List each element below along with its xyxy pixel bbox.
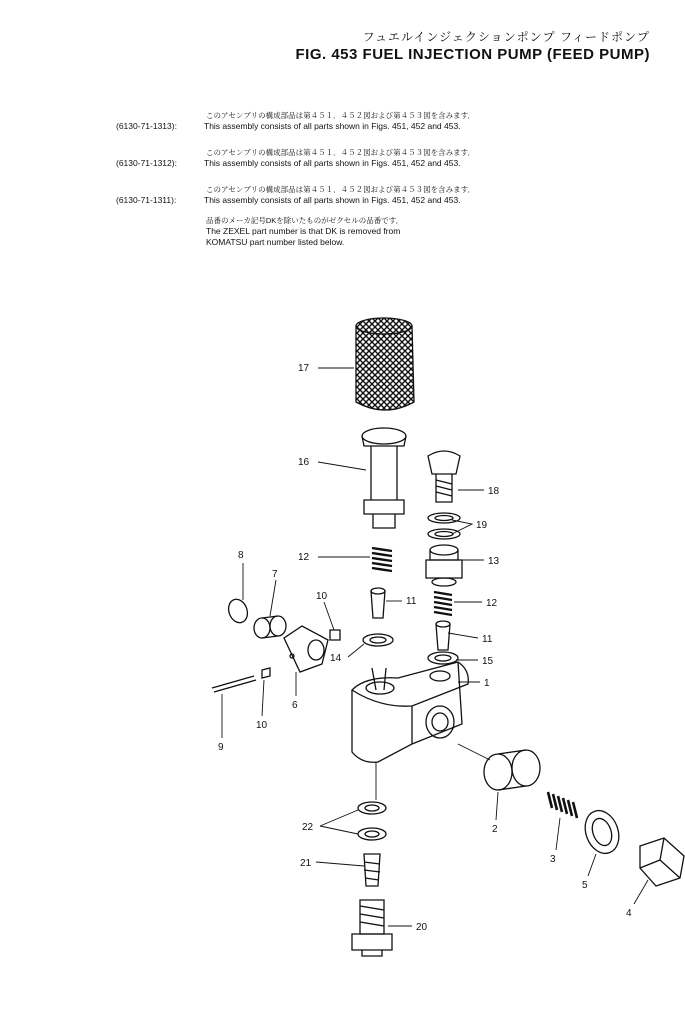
callout-9: 9 (218, 742, 224, 753)
callout-18: 18 (488, 486, 500, 497)
callout-14: 14 (330, 653, 342, 664)
leader-lines (222, 368, 648, 926)
callout-20: 20 (416, 922, 428, 933)
callout-2: 2 (492, 824, 498, 835)
part-code: (6130-71-1313): (116, 121, 177, 131)
callout-15: 15 (482, 656, 494, 667)
callout-3: 3 (550, 854, 556, 865)
part-tappet (284, 626, 328, 672)
callout-21: 21 (300, 858, 312, 869)
callout-labels (218, 363, 632, 933)
callout-12-right: 12 (486, 598, 498, 609)
part-code: (6130-71-1312): (116, 158, 177, 168)
figure-title-japanese: フュエルインジェクションポンプ フィードポンプ (362, 30, 650, 44)
part-spring-3 (548, 792, 577, 818)
part-gasket-5 (579, 806, 624, 858)
part-bolt (428, 451, 460, 502)
zexel-note-line-2: KOMATSU part number listed below. (206, 237, 345, 247)
note-text: This assembly consists of all parts shown in Figs. 451, 452 and 453. (204, 195, 461, 205)
callout-16: 16 (298, 457, 310, 468)
callout-22: 22 (302, 822, 314, 833)
part-insert (364, 854, 380, 886)
callout-1: 1 (484, 678, 490, 689)
part-spring-upper (372, 548, 392, 571)
part-gaskets-22 (358, 802, 386, 840)
callout-10-lower: 10 (256, 720, 268, 731)
callout-17: 17 (298, 363, 310, 374)
part-plunger (362, 428, 406, 528)
callout-11-right: 11 (482, 634, 493, 645)
callout-8: 8 (238, 550, 244, 561)
part-gasket-15 (428, 652, 458, 664)
callout-6: 6 (292, 700, 298, 711)
callout-10-upper: 10 (316, 591, 328, 602)
zexel-note-line-1: The ZEXEL part number is that DK is removed from (206, 226, 401, 236)
part-pin-upper (330, 630, 340, 640)
part-connector (426, 545, 462, 586)
part-shaft-pin (212, 676, 256, 692)
part-gaskets (428, 513, 460, 539)
note-text: This assembly consists of all parts shown in Figs. 451, 452 and 453. (204, 121, 461, 131)
callout-12-upper: 12 (298, 552, 310, 563)
zexel-note-japanese: 品番のメーカ記号DKを除いたものがゼクセルの品番です． (206, 216, 404, 225)
note-japanese: このアセンブリの構成部品は第４５１．４５２図および第４５３図を含みます． (206, 185, 476, 194)
part-hollow-bolt (352, 900, 392, 956)
figure-title: FIG. 453 FUEL INJECTION PUMP (FEED PUMP) (295, 46, 650, 63)
part-valve-upper (371, 588, 385, 618)
part-sleeve (484, 750, 540, 790)
part-housing (352, 662, 468, 762)
part-snap-ring (225, 597, 250, 626)
callout-13: 13 (488, 556, 500, 567)
part-pin-lower (262, 668, 270, 678)
part-roller (254, 616, 286, 638)
callout-4: 4 (626, 908, 632, 919)
part-valve-right (436, 621, 450, 650)
callout-11-upper: 11 (406, 596, 417, 607)
callout-5: 5 (582, 880, 588, 891)
callout-7: 7 (272, 569, 278, 580)
note-japanese: このアセンブリの構成部品は第４５１．４５２図および第４５３図を含みます． (206, 148, 476, 157)
callout-19: 19 (476, 520, 488, 531)
note-text: This assembly consists of all parts shown in Figs. 451, 452 and 453. (204, 158, 461, 168)
part-code: (6130-71-1311): (116, 195, 177, 205)
part-spring-right (434, 592, 452, 615)
part-plug (640, 838, 684, 886)
note-japanese: このアセンブリの構成部品は第４５１．４５２図および第４５３図を含みます． (206, 111, 476, 120)
part-gasket-14 (363, 634, 393, 646)
part-strainer (356, 318, 414, 410)
